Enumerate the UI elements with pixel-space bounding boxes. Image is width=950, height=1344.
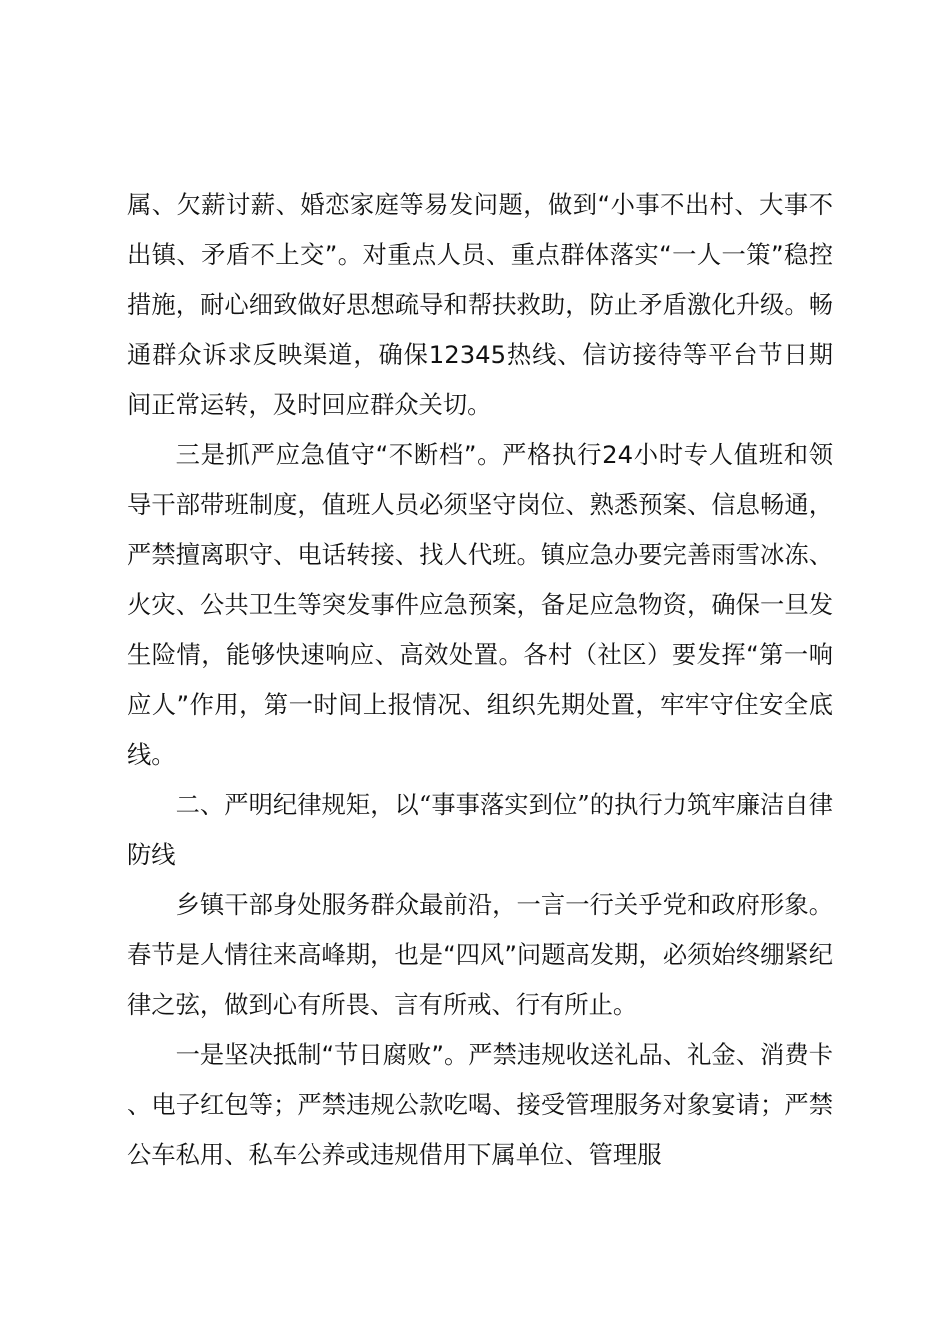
paragraph-discipline-intro: 乡镇干部身处服务群众最前沿，一言一行关乎党和政府形象。春节是人情往来高峰期，也是“四风”问题高发期，必须始终绷紧纪律之弦，做到心有所畏、言有所戒、行有所止。 bbox=[127, 890, 833, 1019]
section-heading-discipline: 二、严明纪律规矩，以“事事落实到位”的执行力筑牢廉洁自律防线 bbox=[127, 790, 833, 869]
document-page bbox=[127, 180, 833, 1180]
paragraph-festival-corruption: 一是坚决抵制“节日腐败”。严禁违规收送礼品、礼金、消费卡、电子红包等；严禁违规公款吃喝、接受管理服务对象宴请；严禁公车私用、私车公养或违规借用下属单位、管理服 bbox=[127, 1040, 833, 1169]
paragraph-emergency-duty: 三是抓严应急值守“不断档”。严格执行24小时专人值班和领导干部带班制度，值班人员必须坚守岗位、熟悉预案、信息畅通，严禁擅离职守、电话转接、找人代班。镇应急办要完善雨雪冰冻、火灾、公共卫生等突发事件应急预案，备足应急物资，确保一旦发生险情，能够快速响应、高效处置。各村（社区）要发挥“第一响应人”作用，第一时间上报情况、组织先期处置，牢牢守住安全底线。 bbox=[127, 440, 833, 769]
paragraph-continued: 属、欠薪讨薪、婚恋家庭等易发问题，做到“小事不出村、大事不出镇、矛盾不上交”。对重点人员、重点群体落实“一人一策”稳控措施，耐心细致做好思想疏导和帮扶救助，防止矛盾激化升级。畅通群众诉求反映渠道，确保12345热线、信访接待等平台节日期间正常运转，及时回应群众关切。 bbox=[127, 190, 833, 419]
